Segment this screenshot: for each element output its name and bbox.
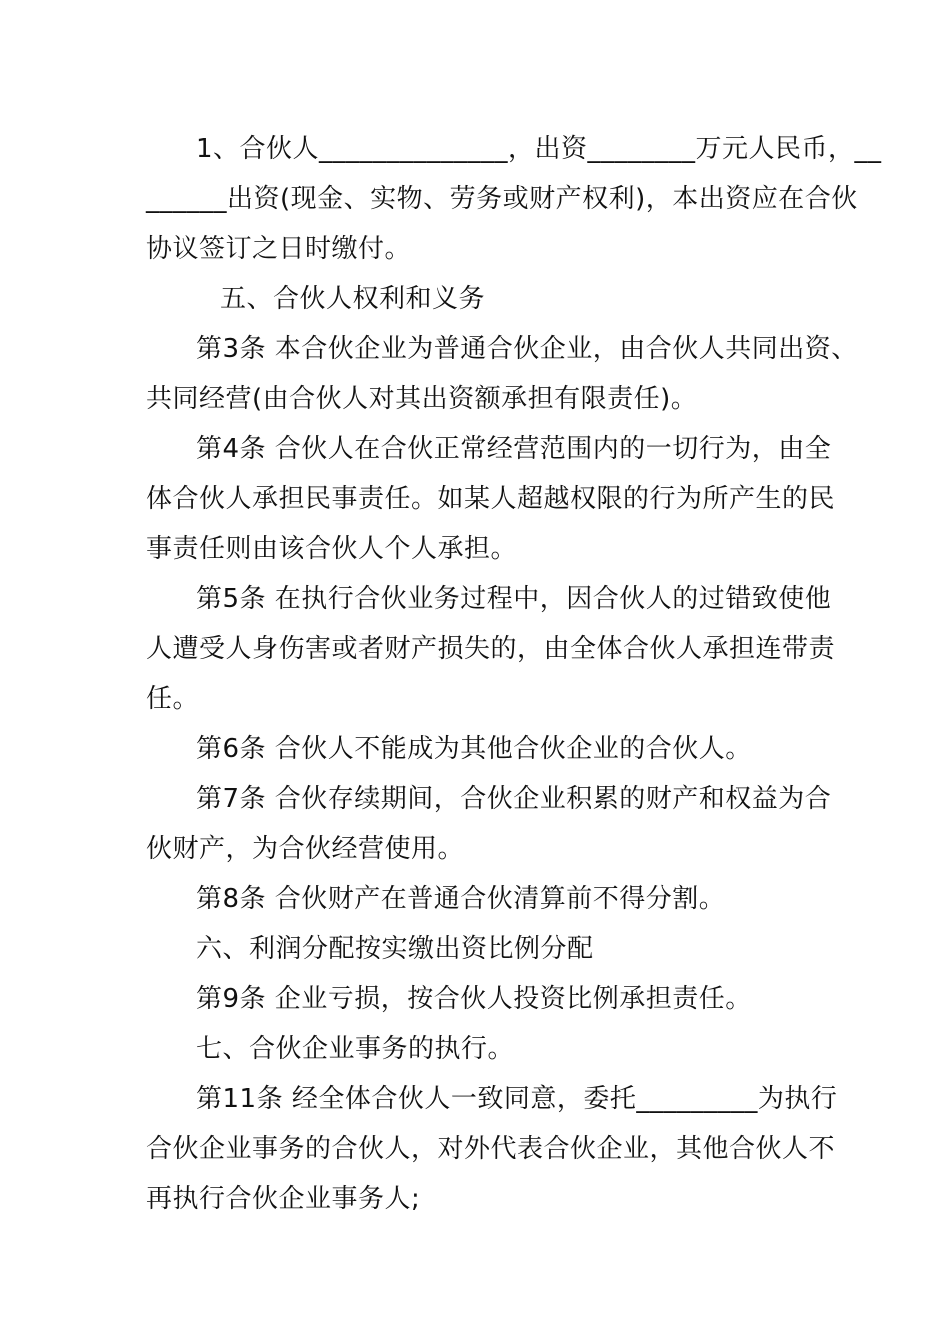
article-7-line-2: 伙财产，为合伙经营使用。: [146, 834, 465, 864]
article-8: 第8条 合伙财产在普通合伙清算前不得分割。: [196, 884, 726, 914]
article-4-line-3: 事责任则由该合伙人个人承担。: [146, 534, 518, 564]
article-7-line-1: 第7条 合伙存续期间，合伙企业积累的财产和权益为合: [196, 784, 832, 814]
article-5-line-3: 任。: [146, 684, 200, 714]
article-3-line-2: 共同经营(由合伙人对其出资额承担有限责任)。: [146, 384, 698, 414]
clause-contribution-line-3: 协议签订之日时缴付。: [146, 234, 412, 264]
section-heading-execution: 七、合伙企业事务的执行。: [196, 1034, 515, 1064]
clause-contribution-line-1: 1、合伙人______________，出资________万元人民币，__: [196, 134, 882, 164]
article-4-line-2: 体合伙人承担民事责任。如某人超越权限的行为所产生的民: [146, 484, 836, 514]
article-9: 第9条 企业亏损，按合伙人投资比例承担责任。: [196, 984, 752, 1014]
section-heading-rights: 五、合伙人权利和义务: [220, 284, 486, 314]
article-5-line-1: 第5条 在执行合伙业务过程中，因合伙人的过错致使他: [196, 584, 832, 614]
article-5-line-2: 人遭受人身伤害或者财产损失的，由全体合伙人承担连带责: [146, 634, 836, 664]
clause-contribution-line-2: ______出资(现金、实物、劳务或财产权利)，本出资应在合伙: [146, 184, 858, 214]
article-4-line-1: 第4条 合伙人在合伙正常经营范围内的一切行为，由全: [196, 434, 832, 464]
section-heading-profit: 六、利润分配按实缴出资比例分配: [196, 934, 594, 964]
article-11-line-1: 第11条 经全体合伙人一致同意，委托_________为执行: [196, 1084, 838, 1114]
article-6: 第6条 合伙人不能成为其他合伙企业的合伙人。: [196, 734, 752, 764]
article-11-line-2: 合伙企业事务的合伙人，对外代表合伙企业，其他合伙人不: [146, 1134, 836, 1164]
article-11-line-3: 再执行合伙企业事务人;: [146, 1184, 421, 1214]
article-3-line-1: 第3条 本合伙企业为普通合伙企业，由合伙人共同出资、: [196, 334, 858, 364]
